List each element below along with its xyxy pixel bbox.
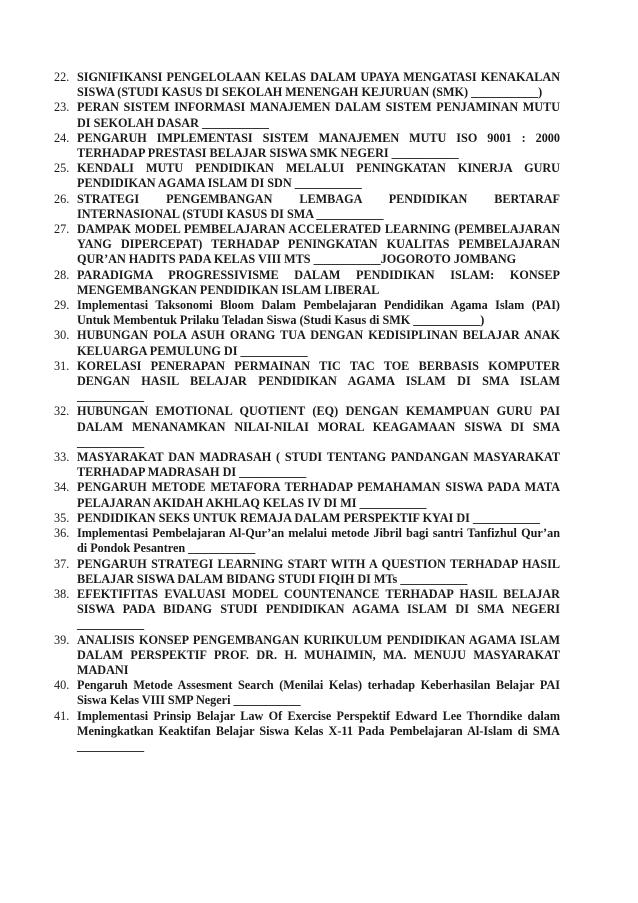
- list-item: [54, 161, 560, 191]
- item-title: KENDALI MUTU PENDIDIKAN MELALUI PENINGKATAN KINERJA GURU PENDIDIKAN AGAMA ISLAM DI SDN ___________: [77, 161, 560, 191]
- item-title: HUBUNGAN EMOTIONAL QUOTIENT (EQ) DENGAN KEMAMPUAN GURU PAI DALAM MENANAMKAN NILAI-NILAI MORAL KEAGAMAAN SISWA DI SMA ___________: [77, 404, 560, 449]
- item-title: PERAN SISTEM INFORMASI MANAJEMEN DALAM SISTEM PENJAMINAN MUTU DI SEKOLAH DASAR ___________: [77, 100, 560, 130]
- list-item: [54, 131, 560, 161]
- item-title: DAMPAK MODEL PEMBELAJARAN ACCELERATED LEARNING (PEMBELAJARAN YANG DIPERCEPAT) TERHADAP PENINGKATAN KUALITAS PEMBELAJARAN QUR’AN HADITS PADA KELAS VIII MTS ___________JOGOROTO JOMBANG: [77, 222, 560, 267]
- list-item: [54, 480, 560, 510]
- item-number: 35.: [54, 510, 70, 525]
- item-number: 31.: [54, 358, 70, 373]
- list-item: [54, 709, 560, 755]
- list-item: [54, 633, 560, 679]
- item-title: EFEKTIFITAS EVALUASI MODEL COUNTENANCE TERHADAP HASIL BELAJAR SISWA PADA BIDANG STUDI PENDIDIKAN AGAMA ISLAM DI SMA NEGERI ___________: [77, 586, 560, 632]
- item-title: Implementasi Prinsip Belajar Law Of Exercise Perspektif Edward Lee Thorndike dalam Meningkatkan Keaktifan Belajar Siswa Kelas X-11 Pada Pembelajaran Al-Islam di SMA ___________: [77, 708, 560, 753]
- list-item: [54, 450, 560, 480]
- item-number: 38.: [54, 586, 70, 601]
- list-item: [54, 404, 560, 450]
- item-number: 40.: [54, 678, 70, 693]
- item-number: 39.: [54, 632, 70, 647]
- item-title: SIGNIFIKANSI PENGELOLAAN KELAS DALAM UPAYA MENGATASI KENAKALAN SISWA (STUDI KASUS DI SEKOLAH MENENGAH KEJURUAN (SMK) ___________): [77, 70, 560, 100]
- list-item: [54, 268, 560, 298]
- item-number: 28.: [54, 267, 70, 282]
- list-item: [54, 192, 560, 222]
- list-item: [54, 359, 560, 405]
- list-item: [54, 298, 560, 328]
- item-number: 33.: [54, 450, 70, 465]
- item-title: PENGARUH STRATEGI LEARNING START WITH A QUESTION TERHADAP HASIL BELAJAR SISWA DALAM BIDANG STUDI FIQIH DI MTs ___________: [77, 556, 560, 586]
- item-number: 41.: [54, 708, 70, 723]
- item-number: 34.: [54, 480, 70, 495]
- item-title: HUBUNGAN POLA ASUH ORANG TUA DENGAN KEDISIPLINAN BELAJAR ANAK KELUARGA PEMULUNG DI ___________: [77, 328, 560, 358]
- item-number: 24.: [54, 130, 70, 145]
- item-number: 27.: [54, 222, 70, 237]
- item-number: 25.: [54, 161, 70, 176]
- list-item: [54, 678, 560, 708]
- item-title: PENGARUH METODE METAFORA TERHADAP PEMAHAMAN SISWA PADA MATA PELAJARAN AKIDAH AKHLAQ KELAS IV DI MI ___________: [77, 480, 560, 510]
- item-number: 30.: [54, 328, 70, 343]
- item-title: PENDIDIKAN SEKS UNTUK REMAJA DALAM PERSPEKTIF KYAI DI ___________: [77, 510, 540, 525]
- item-number: 23.: [54, 100, 70, 115]
- item-title: KORELASI PENERAPAN PERMAINAN TIC TAC TOE BERBASIS KOMPUTER DENGAN HASIL BELAJAR PENDIDIKAN AGAMA ISLAM DI SMA ISLAM ___________: [77, 358, 560, 404]
- item-title: PENGARUH IMPLEMENTASI SISTEM MANAJEMEN MUTU ISO 9001 : 2000 TERHADAP PRESTASI BELAJAR SISWA SMK NEGERI ___________: [77, 130, 560, 161]
- item-title: Pengaruh Metode Assesment Search (Menilai Kelas) terhadap Keberhasilan Belajar PAI Siswa Kelas VIII SMP Negeri ___________: [77, 678, 560, 708]
- list-item: [54, 557, 560, 587]
- item-number: 36.: [54, 526, 70, 541]
- item-title: ANALISIS KONSEP PENGEMBANGAN KURIKULUM PENDIDIKAN AGAMA ISLAM DALAM PERSPEKTIF PROF. DR. H. MUHAIMIN, MA. MENUJU MASYARAKAT MADANI: [77, 632, 560, 677]
- list-item: [54, 526, 560, 556]
- item-title: Implementasi Taksonomi Bloom Dalam Pembelajaran Pendidikan Agama Islam (PAI) Untuk Membentuk Prilaku Teladan Siswa (Studi Kasus di SMK ___________): [77, 298, 560, 328]
- item-title: Implementasi Pembelajaran Al-Qur’an melalui metode Jibril bagi santri Tanfizhul Qur’an di Pondok Pesantren ___________: [77, 526, 560, 556]
- item-title: STRATEGI PENGEMBANGAN LEMBAGA PENDIDIKAN BERTARAF INTERNASIONAL (STUDI KASUS DI SMA ___________: [77, 191, 560, 221]
- list-item: [54, 222, 560, 268]
- item-number: 32.: [54, 404, 70, 419]
- thesis-title-list: [54, 70, 560, 754]
- list-item: [54, 328, 560, 358]
- item-number: 29.: [54, 298, 70, 313]
- item-number: 26.: [54, 191, 70, 206]
- item-title: MASYARAKAT DAN MADRASAH ( STUDI TENTANG PANDANGAN MASYARAKAT TERHADAP MADRASAH DI ___________: [77, 450, 560, 480]
- list-item: [54, 587, 560, 633]
- item-title: PARADIGMA PROGRESSIVISME DALAM PENDIDIKAN ISLAM: KONSEP MENGEMBANGKAN PENDIDIKAN ISLAM LIBERAL: [77, 267, 560, 297]
- list-item: [54, 511, 560, 526]
- item-number: 22.: [54, 70, 70, 84]
- item-number: 37.: [54, 556, 70, 571]
- list-item: [54, 100, 560, 130]
- list-item: [54, 70, 560, 100]
